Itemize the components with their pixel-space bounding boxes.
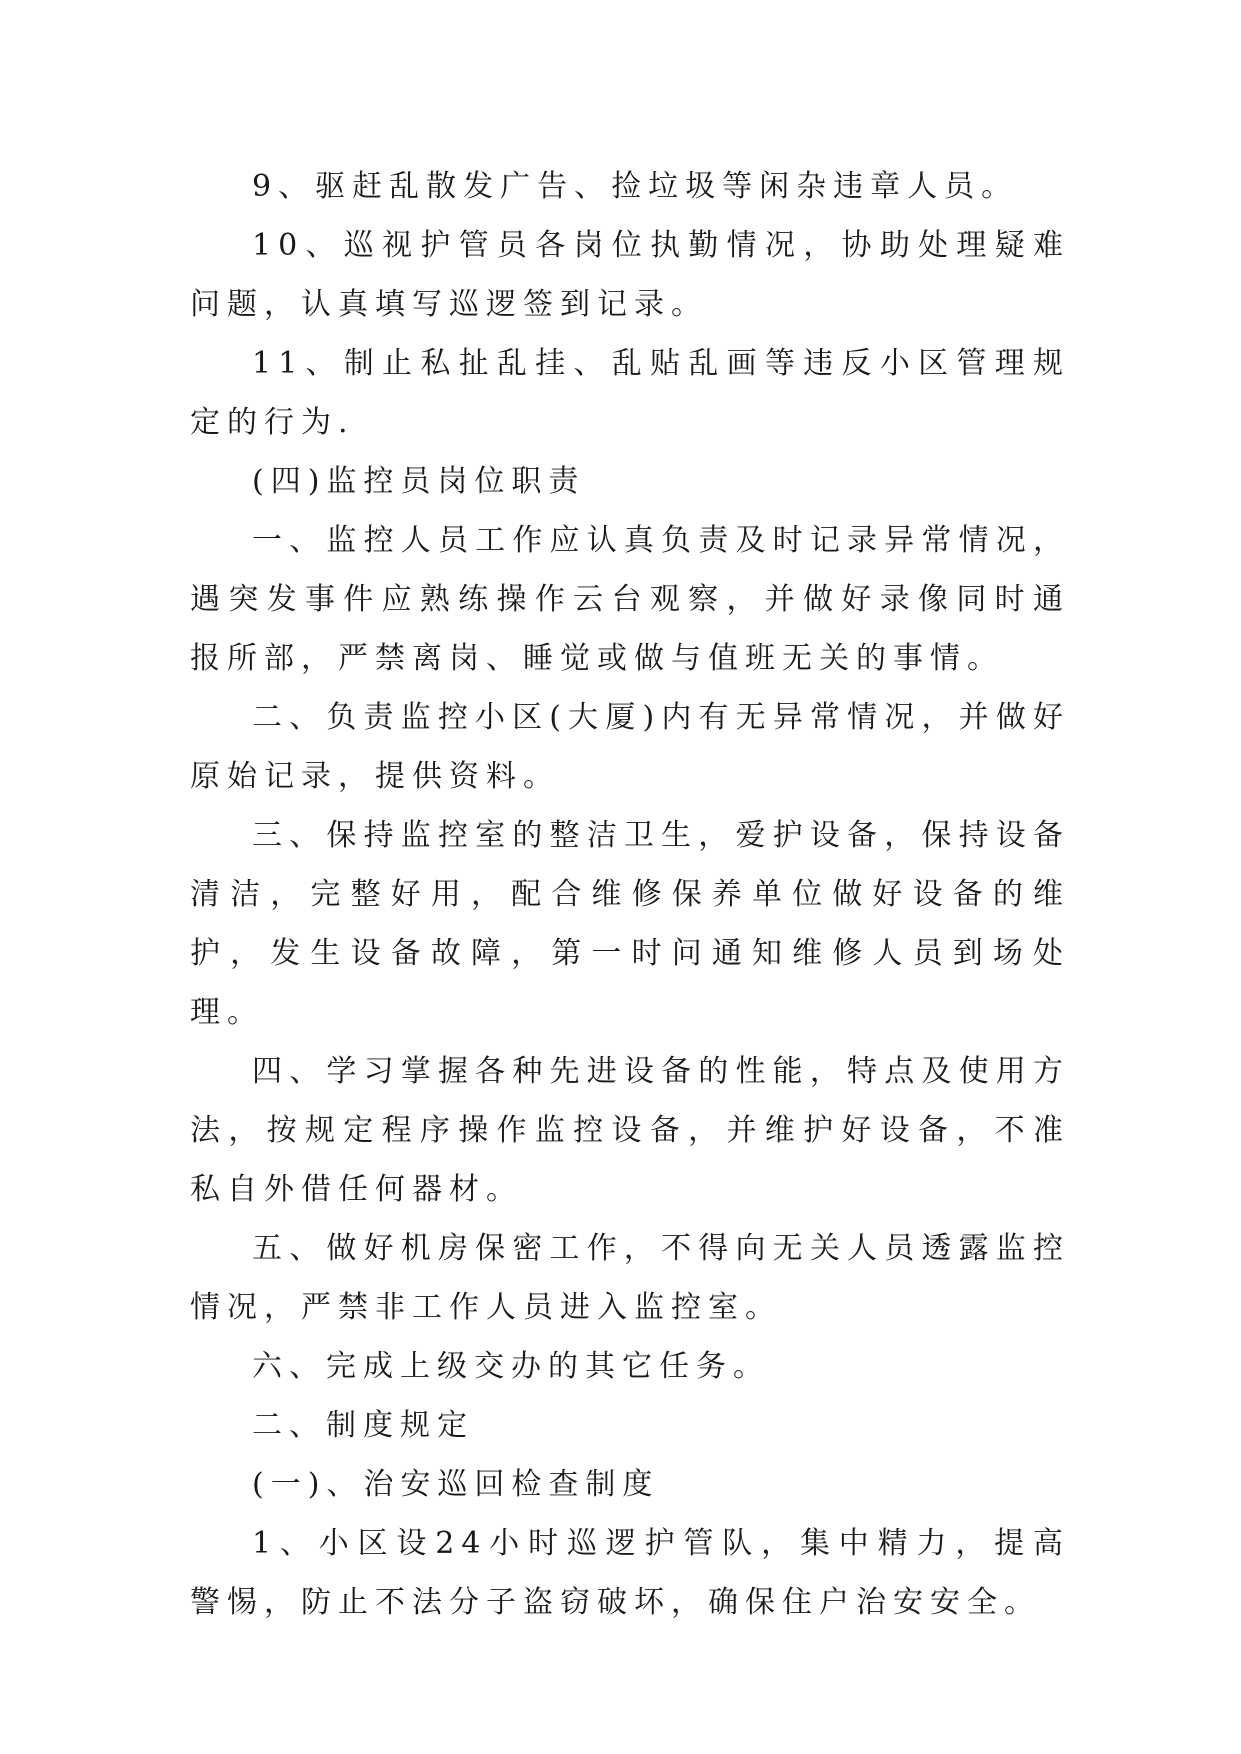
subsection-heading-patrol-inspection: (一)、治安巡回检查制度 — [252, 1467, 660, 1502]
paragraph-item-10: 10、巡视护管员各岗位执勤情况，协助处理疑难问题，认真填写巡逻签到记录。 — [190, 228, 1070, 322]
monitor-duty-6: 六、完成上级交办的其它任务。 — [252, 1349, 770, 1384]
monitor-duty-4: 四、学习掌握各种先进设备的性能，特点及使用方法，按规定程序操作监控设备，并维护好设备，不准私自外借任何器材。 — [190, 1054, 1070, 1207]
paragraph-item-11: 11、制止私扯乱挂、乱贴乱画等违反小区管理规定的行为. — [190, 346, 1070, 440]
monitor-duty-2: 二、负责监控小区(大厦)内有无异常情况，并做好原始记录，提供资料。 — [190, 700, 1070, 794]
monitor-duty-3: 三、保持监控室的整洁卫生，爱护设备，保持设备清洁，完整好用，配合维修保养单位做好设备的维护，发生设备故障，第一时问通知维修人员到场处理。 — [190, 818, 1070, 1030]
section-heading-monitor-duties: (四)监控员岗位职责 — [252, 464, 586, 499]
patrol-rule-1: 1、小区设24小时巡逻护管队，集中精力，提高警惕，防止不法分子盗窃破坏，确保住户治安安全。 — [190, 1526, 1070, 1620]
section-heading-regulations: 二、制度规定 — [252, 1408, 474, 1443]
paragraph-item-9: 9、驱赶乱散发广告、捡垃圾等闲杂违章人员。 — [252, 169, 1019, 204]
document-body — [190, 157, 1070, 1632]
monitor-duty-1: 一、监控人员工作应认真负责及时记录异常情况，遇突发事件应熟练操作云台观察，并做好录像同时通报所部，严禁离岗、睡觉或做与值班无关的事情。 — [190, 523, 1070, 676]
monitor-duty-5: 五、做好机房保密工作，不得向无关人员透露监控情况，严禁非工作人员进入监控室。 — [190, 1231, 1070, 1325]
